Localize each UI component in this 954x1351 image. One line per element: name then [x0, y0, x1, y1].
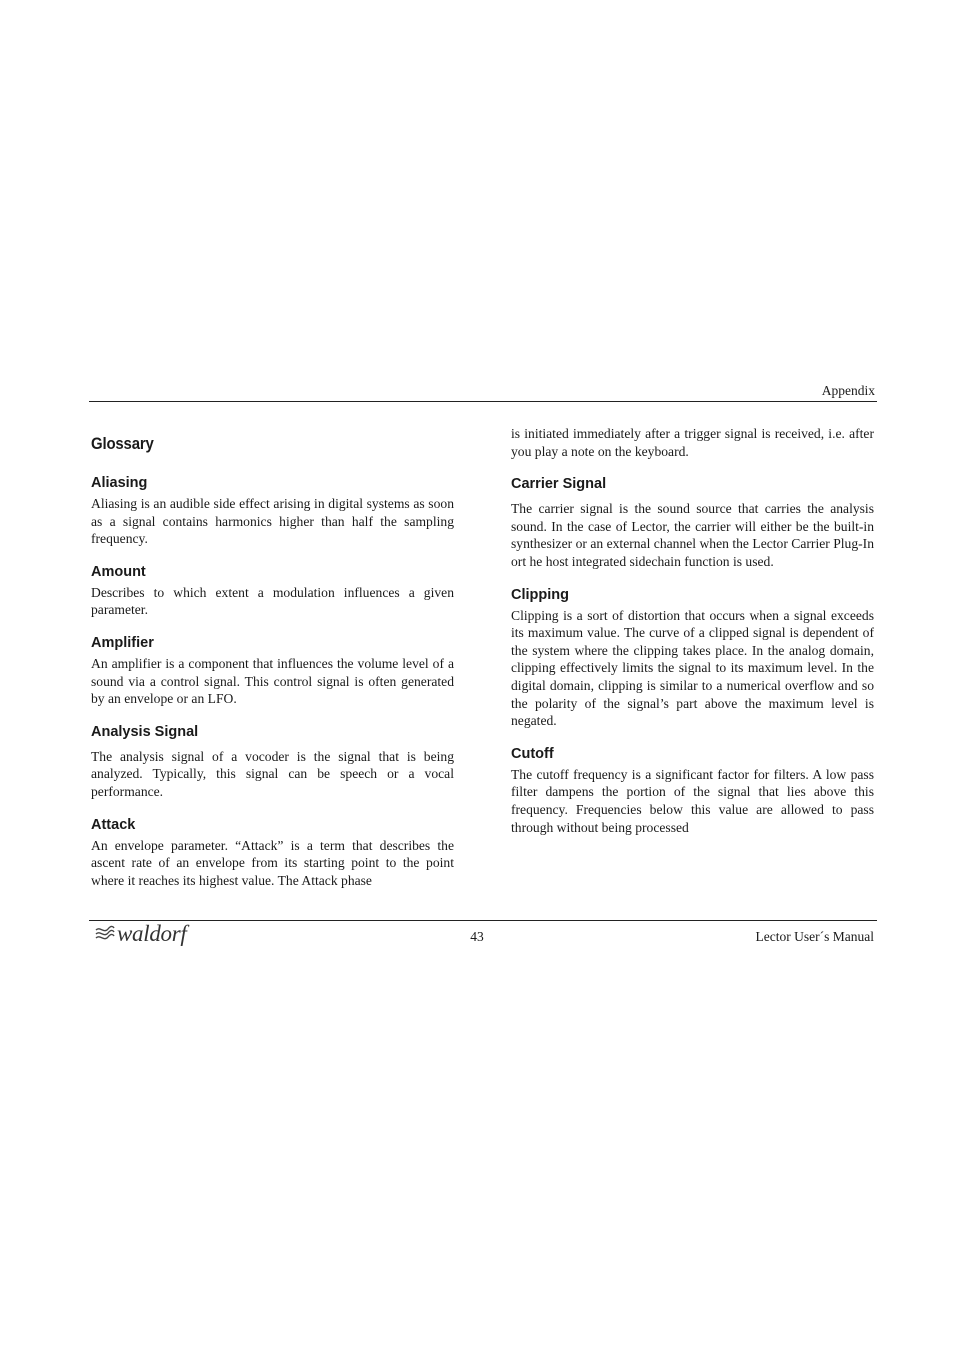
- term-heading: Amount: [91, 563, 146, 580]
- footer-rule: [89, 920, 877, 921]
- term-definition: Clipping is a sort of distortion that occurs when a signal exceeds its maximum value. The curve of a clipped signal is dependent of the system where the clipping takes place. In the analog domain, clipping effectively limits the signal to its maximum level. In the digital domain, clipping is similar to a numerical overflow and so the polarity of the signal’s part above the maximum level is negated.: [511, 607, 874, 729]
- glossary-title: Glossary: [91, 434, 154, 453]
- term-heading: Amplifier: [91, 634, 154, 651]
- manual-title: Lector User´s Manual: [755, 929, 874, 944]
- term-definition: The analysis signal of a vocoder is the signal that is being analyzed. Typically, this signal can be speech or a vocal performance.: [91, 748, 454, 799]
- glossary-entry-aliasing: [91, 473, 454, 548]
- term-definition: Describes to which extent a modulation influences a given parameter.: [91, 584, 454, 618]
- glossary-entry-amplifier: [91, 633, 454, 708]
- term-definition: The cutoff frequency is a significant factor for filters. A low pass filter dampens the portion of the signal that lies above this frequency. Frequencies below this value are allowed to pass through without being processed: [511, 766, 874, 835]
- term-definition: An amplifier is a component that influences the volume level of a sound via a control signal. This control signal is often generated by an envelope or an LFO.: [91, 655, 454, 707]
- term-definition: The carrier signal is the sound source that carries the analysis sound. In the case of Lector, the carrier will either be the built-in synthesizer or an external channel when the Lector Carrier Plug-In ort he host integrated sidechain function is used.: [511, 501, 874, 569]
- header-rule: [89, 401, 877, 402]
- glossary-entry-analysis-signal: [91, 722, 454, 801]
- term-heading: Clipping: [511, 586, 569, 603]
- term-heading: Attack: [91, 816, 136, 833]
- waldorf-wave-logo-icon: [94, 924, 116, 944]
- section-label: Appendix: [821, 383, 875, 398]
- term-heading: Cutoff: [511, 745, 554, 762]
- term-definition: An envelope parameter. “Attack” is a term that describes the ascent rate of an envelope from its starting point to the point where it reaches its highest value. The Attack phase: [91, 837, 454, 888]
- glossary-entry-amount: [91, 562, 454, 619]
- page-number: 43: [470, 929, 484, 944]
- term-definition: Aliasing is an audible side effect arising in digital systems as soon as a signal contains harmonics higher than half the sampling frequency.: [91, 496, 454, 547]
- left-column: [91, 432, 454, 903]
- attack-definition-continuation: is initiated immediately after a trigger signal is received, i.e. after you play a note on the keyboard.: [511, 426, 874, 459]
- glossary-entry-cutoff: [511, 744, 874, 836]
- waldorf-logo: [94, 920, 186, 948]
- glossary-entry-carrier-signal: [511, 474, 874, 570]
- term-heading: Analysis Signal: [91, 723, 199, 740]
- glossary-entry-clipping: [511, 585, 874, 730]
- glossary-entry-attack: [91, 815, 454, 890]
- term-heading: Carrier Signal: [511, 476, 607, 493]
- right-column: [511, 425, 874, 850]
- logo-wordmark: waldorf: [117, 921, 187, 946]
- term-heading: Aliasing: [91, 475, 148, 491]
